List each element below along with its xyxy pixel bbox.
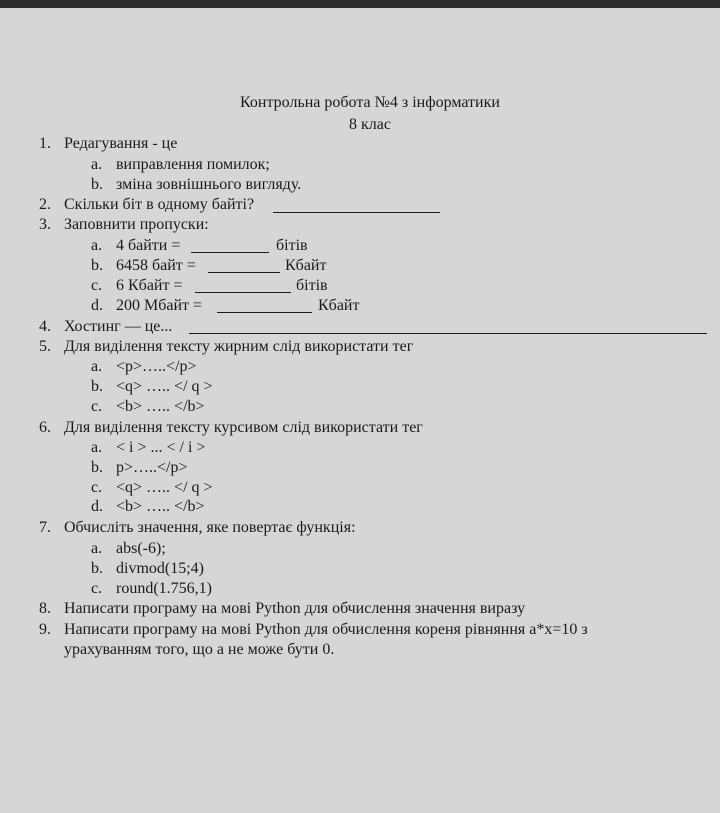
option-text: 6458 байт = — [116, 257, 196, 274]
question-text: Для виділення тексту жирним слід використати тег — [64, 338, 414, 355]
option-text: <p>…..</p> — [116, 358, 197, 375]
option-letter: a. — [91, 358, 103, 375]
option-letter: c. — [91, 479, 103, 496]
question-text: Скільки біт в одному байті? — [64, 196, 255, 213]
option-letter: c. — [91, 277, 103, 294]
option-letter: b. — [91, 176, 103, 193]
option-text: < i > ... < / i > — [116, 439, 206, 456]
doc-title: Контрольна робота №4 з інформатики — [240, 94, 500, 111]
option-letter: b. — [91, 560, 103, 577]
option-letter: d. — [91, 297, 103, 314]
question-number: 3. — [39, 216, 51, 233]
option-letter: b. — [91, 459, 103, 476]
question-text: Редагування - це — [64, 135, 178, 152]
question-number: 6. — [39, 419, 51, 436]
option-text: <q> ….. </ q > — [116, 378, 213, 395]
option-text: зміна зовнішнього вигляду. — [116, 176, 302, 193]
option-letter: a. — [91, 540, 103, 557]
option-text: виправлення помилок; — [116, 156, 270, 173]
option-text: abs(-6); — [116, 540, 166, 557]
option-text: 6 Кбайт = — [116, 277, 183, 294]
option-text: 200 Мбайт = — [116, 297, 203, 314]
question-text: Обчисліть значення, яке повертає функція: — [64, 519, 356, 536]
question-number: 9. — [39, 621, 51, 638]
question-number: 7. — [39, 519, 51, 536]
option-text: 4 байти = — [116, 237, 181, 254]
option-unit: бітів — [276, 237, 308, 254]
answer-blank — [208, 258, 280, 273]
question-number: 2. — [39, 196, 51, 213]
option-letter: c. — [91, 398, 103, 415]
option-letter: b. — [91, 378, 103, 395]
answer-blank — [217, 298, 312, 313]
option-text: <b> ….. </b> — [116, 398, 205, 415]
option-letter: c. — [91, 580, 103, 597]
option-unit: Кбайт — [285, 257, 327, 274]
question-text-continuation: урахуванням того, що а не може бути 0. — [64, 641, 335, 658]
option-text: <b> ….. </b> — [116, 498, 205, 515]
option-unit: бітів — [296, 277, 328, 294]
question-text: Написати програму на мові Python для обчислення значення виразу — [64, 600, 526, 617]
answer-blank — [195, 278, 291, 293]
option-text: round(1.756,1) — [116, 580, 212, 597]
question-number: 8. — [39, 600, 51, 617]
option-unit: Кбайт — [318, 297, 360, 314]
question-number: 1. — [39, 135, 51, 152]
doc-grade: 8 клас — [349, 116, 391, 133]
option-text: divmod(15;4) — [116, 560, 204, 577]
answer-blank — [189, 319, 707, 334]
answer-blank — [191, 238, 269, 253]
option-text: <q> ….. </ q > — [116, 479, 213, 496]
option-letter: b. — [91, 257, 103, 274]
question-number: 4. — [39, 318, 51, 335]
question-text: Хостинг — це... — [64, 318, 173, 335]
question-number: 5. — [39, 338, 51, 355]
option-letter: a. — [91, 237, 103, 254]
option-letter: d. — [91, 498, 103, 515]
option-letter: a. — [91, 156, 103, 173]
option-letter: a. — [91, 439, 103, 456]
question-text: Для виділення тексту курсивом слід використати тег — [64, 419, 423, 436]
question-text: Написати програму на мові Python для обчислення кореня рівняння a*x=10 з — [64, 621, 588, 638]
option-text: p>…..</p> — [116, 459, 188, 476]
answer-blank — [273, 198, 440, 213]
question-text: Заповнити пропуски: — [64, 216, 209, 233]
